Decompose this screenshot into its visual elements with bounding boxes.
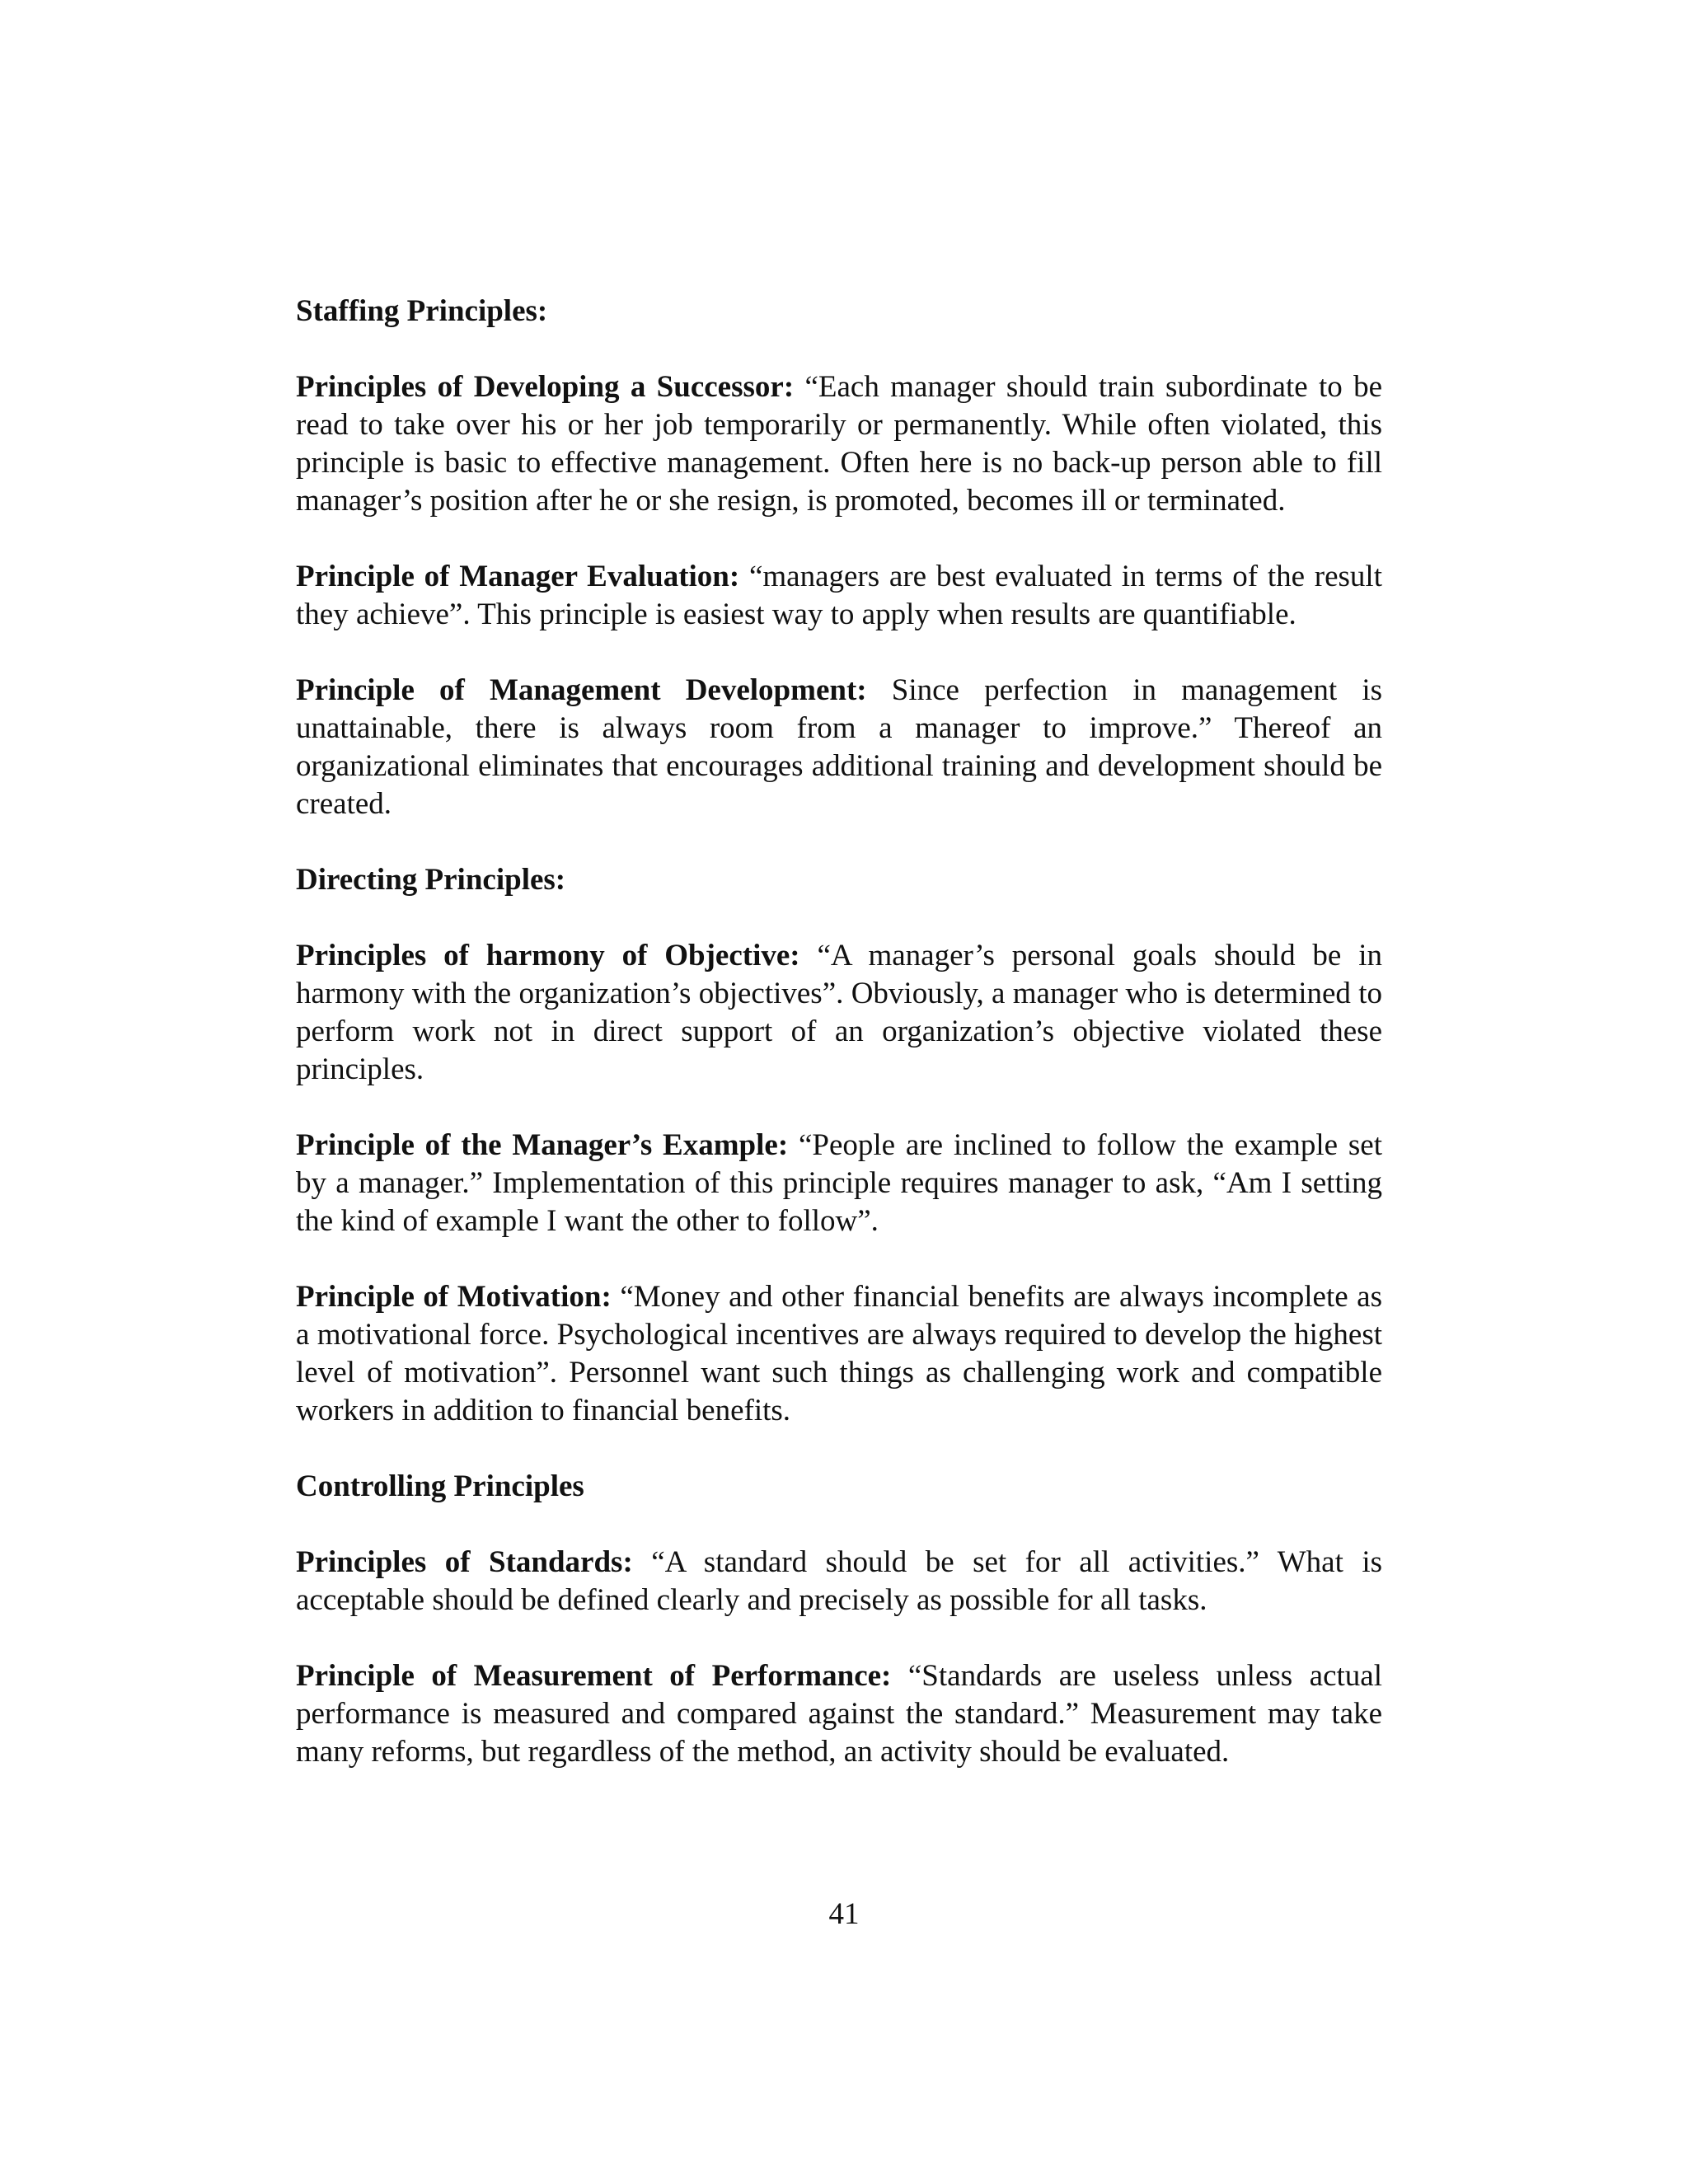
section-heading: Controlling Principles <box>296 1469 584 1503</box>
paragraph-term: Principles of Standards: <box>296 1545 633 1579</box>
paragraph-measurement-of-performance <box>296 1657 1382 1771</box>
paragraph-text: “People are inclined to follow the example set by a manager.” Implementation of this principle requires manager to ask, “Am I setting the kind of example I want the other to follow”. <box>296 1128 1382 1238</box>
paragraph-text: “Money and other financial benefits are always incomplete as a motivational force. Psychological incentives are always required to develop the highest level of motivation”. Personnel want such things as challenging work and compatible workers in addition to financial benefits. <box>296 1280 1383 1427</box>
paragraph-term: Principles of Developing a Successor: <box>296 370 795 404</box>
paragraph-managers-example <box>296 1127 1382 1240</box>
section-heading: Staffing Principles: <box>296 294 548 328</box>
paragraph-text: “A manager’s personal goals should be in harmony with the organization’s objectives”. Obviously, a manager who is determined to perform work not in direct support of an organization’s objective violated these principles. <box>296 939 1382 1086</box>
section-directing <box>296 861 1382 1430</box>
paragraph-motivation <box>296 1278 1382 1430</box>
paragraph-harmony-of-objective <box>296 937 1382 1089</box>
section-staffing <box>296 293 1382 823</box>
section-heading: Directing Principles: <box>296 863 566 897</box>
paragraph-term: Principle of Motivation: <box>296 1280 612 1314</box>
paragraph-text: “Each manager should train subordinate to be read to take over his or her job temporarily or permanently. While often violated, this principle is basic to effective management. Often here is no back-up person able to fill manager’s position after he or she resign, is promoted, becomes ill or terminated. <box>296 370 1383 518</box>
paragraph-text: “Standards are useless unless actual performance is measured and compared against the standard.” Measurement may take many reforms, but regardless of the method, an activity should be evaluated. <box>296 1659 1382 1769</box>
page-content <box>296 293 1382 1809</box>
paragraph-term: Principle of Manager Evaluation: <box>296 560 740 593</box>
paragraph-term: Principles of harmony of Objective: <box>296 939 800 972</box>
paragraph-term: Principle of Management Development: <box>296 673 867 707</box>
paragraph-developing-successor <box>296 368 1382 520</box>
paragraph-management-development <box>296 672 1382 823</box>
section-controlling <box>296 1468 1382 1771</box>
paragraph-text: “managers are best evaluated in terms of the result they achieve”. This principle is easiest way to apply when results are quantifiable. <box>296 560 1382 631</box>
paragraph-manager-evaluation <box>296 558 1382 634</box>
paragraph-term: Principle of Measurement of Performance: <box>296 1659 892 1693</box>
paragraph-standards <box>296 1544 1382 1619</box>
page-number: 41 <box>828 1897 860 1931</box>
paragraph-text: “A standard should be set for all activities.” What is acceptable should be defined clearly and precisely as possible for all tasks. <box>296 1545 1382 1617</box>
paragraph-term: Principle of the Manager’s Example: <box>296 1128 789 1162</box>
paragraph-text: Since perfection in management is unattainable, there is always room from a manager to improve.” Thereof an organizational eliminates that encourages additional training and development should be created. <box>296 673 1382 821</box>
